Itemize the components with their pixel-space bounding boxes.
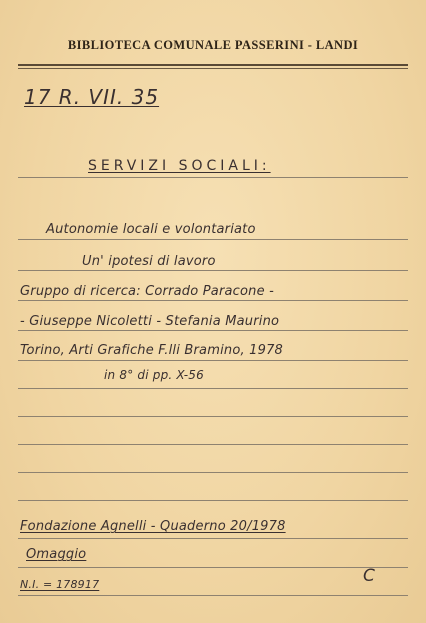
ruled-line <box>18 567 408 568</box>
ruled-line <box>18 300 408 301</box>
authors-line-1: Gruppo di ricerca: Corrado Paracone - <box>20 284 275 299</box>
pencil-mark: C <box>363 566 376 586</box>
ruled-line <box>18 177 408 178</box>
ruled-line <box>18 388 408 389</box>
collation: in 8° di pp. X-56 <box>104 368 204 382</box>
ruled-line <box>18 444 408 445</box>
shelfmark: 17 R. VII. 35 <box>24 85 160 109</box>
authors-line-2: - Giuseppe Nicoletti - Stefania Maurino <box>20 314 280 329</box>
title-line-1: Autonomie locali e volontariato <box>46 222 256 237</box>
ruled-line <box>18 270 408 271</box>
header-rule-thin <box>18 68 408 69</box>
ruled-line <box>18 595 408 596</box>
ruled-line <box>18 500 408 501</box>
ruled-line <box>18 538 408 539</box>
inventory-number: N.I. = 178917 <box>20 578 100 591</box>
ruled-line <box>18 472 408 473</box>
ruled-line <box>18 330 408 331</box>
ruled-line <box>18 416 408 417</box>
ruled-line <box>18 239 408 240</box>
library-header: BIBLIOTECA COMUNALE PASSERINI - LANDI <box>67 38 359 52</box>
title-line-2: Un' ipotesi di lavoro <box>82 254 216 269</box>
series-note: Fondazione Agnelli - Quaderno 20/1978 <box>20 519 286 534</box>
imprint: Torino, Arti Grafiche F.lli Bramino, 1978 <box>20 343 284 358</box>
ruled-line <box>18 360 408 361</box>
subject-heading: SERVIZI SOCIALI: <box>88 158 271 174</box>
acquisition-note: Omaggio <box>26 547 87 562</box>
header-rule-thick <box>18 64 408 66</box>
